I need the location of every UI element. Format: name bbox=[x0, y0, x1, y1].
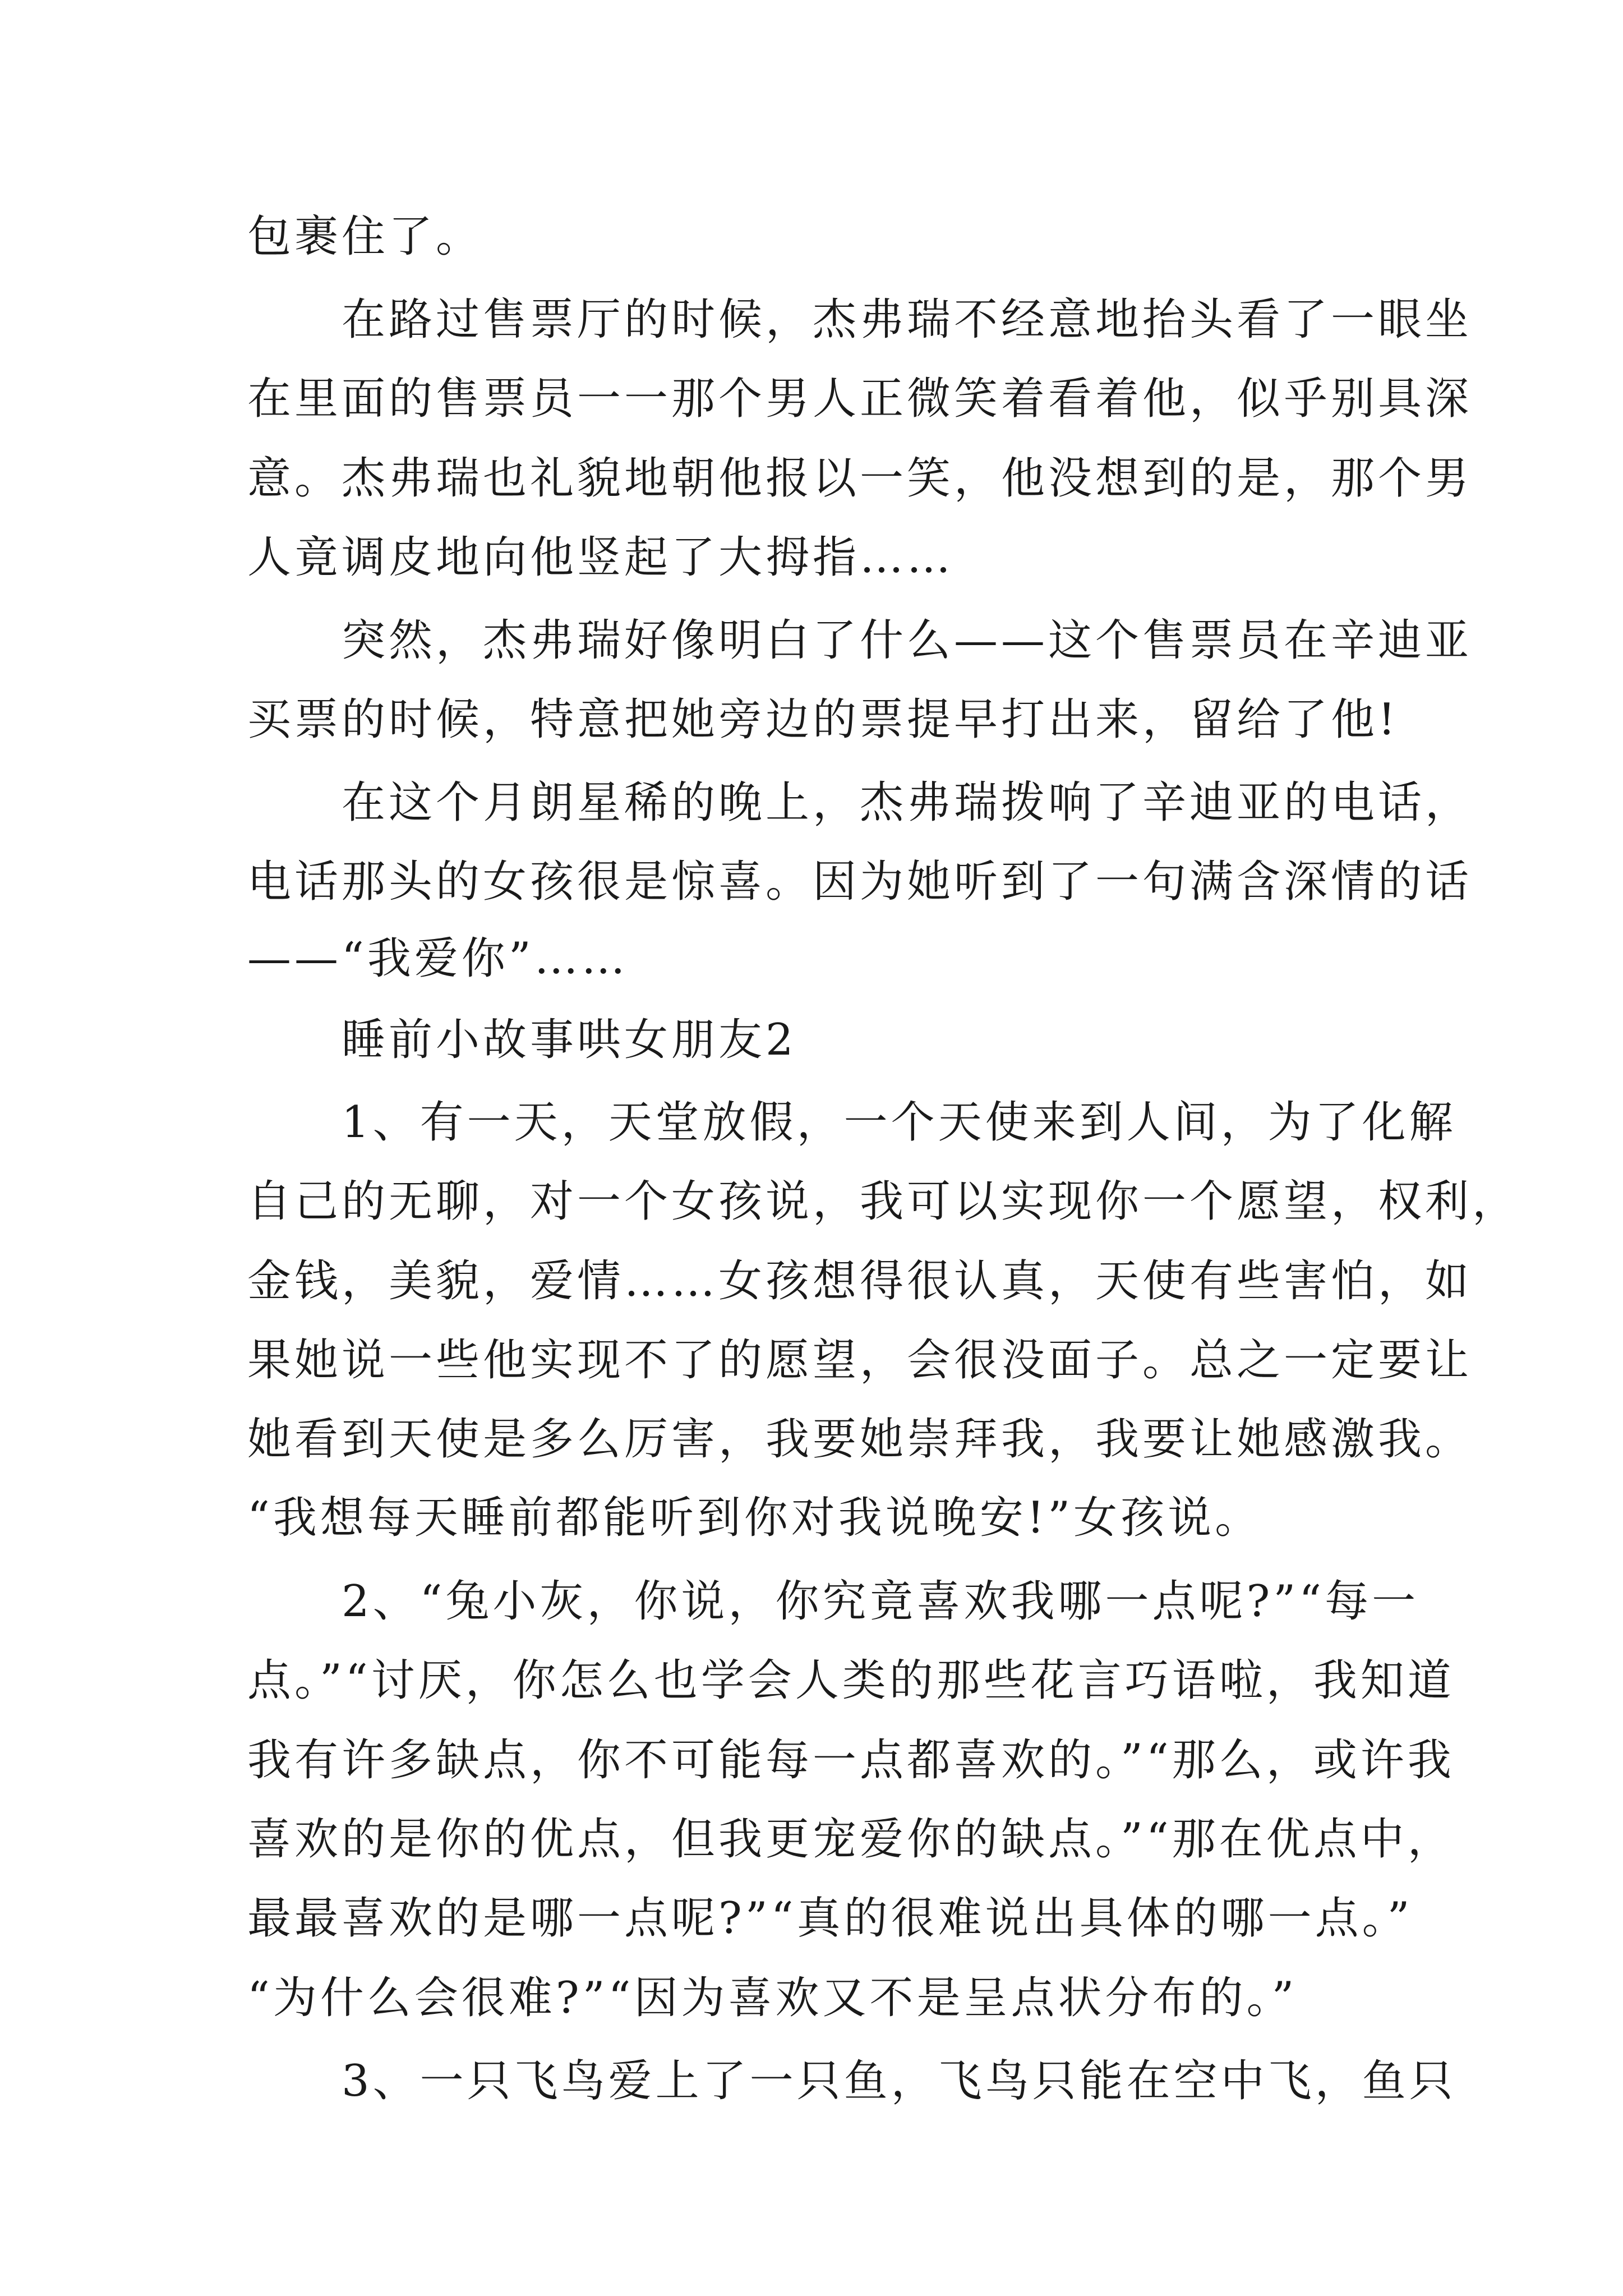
text-line: 1、有一天，天堂放假，一个天使来到人间，为了化解 bbox=[247, 1097, 1456, 1148]
text-line: 自己的无聊，对一个女孩说，我可以实现你一个愿望，权利， bbox=[247, 1176, 1520, 1227]
text-line: 人竟调皮地向他竖起了大拇指…… bbox=[247, 532, 955, 583]
text-line: ——“我爱你”…… bbox=[247, 933, 629, 984]
text-line: 电话那头的女孩很是惊喜。因为她听到了一句满含深情的话 bbox=[247, 857, 1473, 907]
text-line: 在这个月朗星稀的晚上，杰弗瑞拨响了辛迪亚的电话， bbox=[247, 777, 1473, 828]
text-line: 在里面的售票员一一那个男人正微笑着看着他，似乎别具深 bbox=[247, 374, 1473, 424]
text-line: 包裹住了。 bbox=[247, 211, 483, 262]
text-line: 最最喜欢的是哪一点呢?”“真的很难说出具体的哪一点。” bbox=[247, 1893, 1413, 1944]
text-line: 金钱，美貌，爱情……女孩想得很认真，天使有些害怕，如 bbox=[247, 1256, 1473, 1306]
text-line: “我想每天睡前都能听到你对我说晚安!”女孩说。 bbox=[247, 1493, 1262, 1543]
text-line: 果她说一些他实现不了的愿望，会很没面子。总之一定要让 bbox=[247, 1335, 1473, 1386]
text-line: 意。杰弗瑞也礼貌地朝他报以一笑，他没想到的是，那个男 bbox=[247, 453, 1473, 504]
text-line: 在路过售票厅的时候，杰弗瑞不经意地抬头看了一眼坐 bbox=[247, 295, 1473, 345]
text-line: 3、一只飞鸟爱上了一只鱼，飞鸟只能在空中飞，鱼只 bbox=[247, 2056, 1456, 2106]
text-line: 点。”“讨厌，你怎么也学会人类的那些花言巧语啦，我知道 bbox=[247, 1655, 1455, 1706]
text-line: 喜欢的是你的优点，但我更宠爱你的缺点。”“那在优点中， bbox=[247, 1814, 1455, 1865]
text-line: 我有许多缺点，你不可能每一点都喜欢的。”“那么，或许我 bbox=[247, 1735, 1455, 1786]
text-line: 突然，杰弗瑞好像明白了什么——这个售票员在辛迪亚 bbox=[247, 615, 1473, 666]
text-line: 2、“兔小灰，你说，你究竟喜欢我哪一点呢?”“每一 bbox=[247, 1576, 1419, 1627]
text-line: “为什么会很难?”“因为喜欢又不是呈点状分布的。” bbox=[247, 1973, 1298, 2023]
section-heading: 睡前小故事哄女朋友2 bbox=[247, 1015, 797, 1065]
text-line: 她看到天使是多么厉害，我要她崇拜我，我要让她感激我。 bbox=[247, 1414, 1473, 1465]
text-line: 买票的时候，特意把她旁边的票提早打出来，留给了他! bbox=[247, 694, 1399, 745]
